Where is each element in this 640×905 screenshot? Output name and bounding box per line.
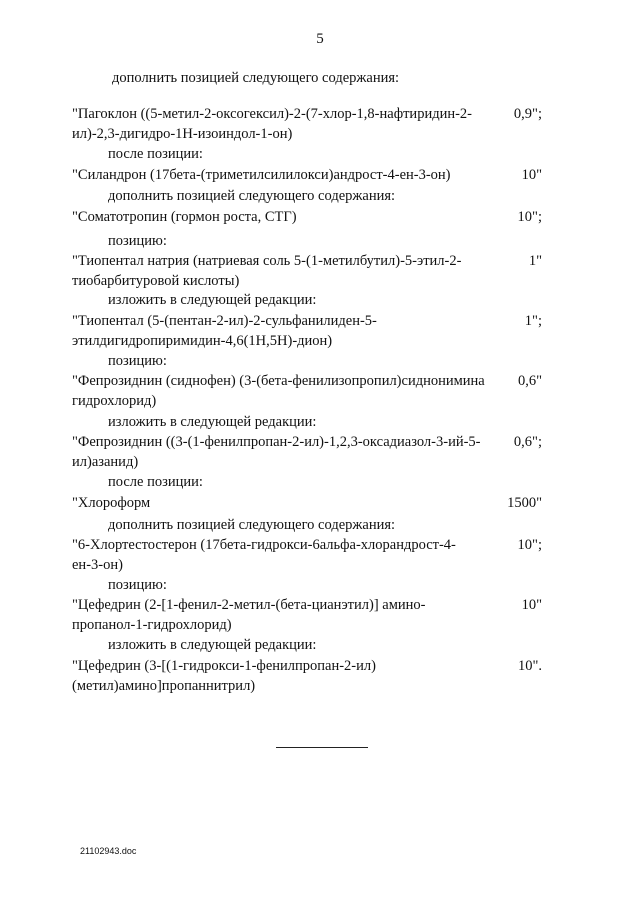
entry-value: 10" [521,167,542,183]
entry-value: 10"; [517,209,542,225]
entry-text: "Цефедрин (3-[(1-гидрокси-1-фенилпропан-2-ил)(метил)амино]пропаннитрил) [72,658,376,694]
entry-text: "Соматотропин (гормон роста, СТГ) [72,209,297,225]
instruction-position: позицию: [108,577,167,593]
entry-text: "6-Хлортестостерон (17бета-гидрокси-6альфа-хлорандрост-4-ен-3-он) [72,537,456,573]
instruction-add-position: дополнить позицией следующего содержания: [112,70,400,86]
list-item [72,656,542,696]
entry-value: 10". [517,658,542,674]
entry-value: 0,6" [517,373,542,389]
list-item [72,311,542,351]
list-item [72,595,542,635]
entry-value: 10" [521,597,542,613]
entry-value: 1"; [524,313,542,329]
instruction-position: позицию: [108,233,167,249]
end-divider [276,747,368,748]
instruction-after-position: после позиции: [108,146,203,162]
instruction-edit: изложить в следующей редакции: [108,637,317,653]
instruction-after-position: после позиции: [108,474,203,490]
entry-text: "Тиопентал натрия (натриевая соль 5-(1-метилбутил)-5-этил-2-тиобарбитуровой кислоты) [72,253,462,289]
instruction-position: позицию: [108,353,167,369]
page-number: 5 [316,31,324,47]
entry-value: 1500" [507,495,542,511]
entry-value: 0,9"; [513,106,542,122]
entry-text: "Цефедрин (2-[1-фенил-2-метил-(бета-цианэтил)] амино-пропанол-1-гидрохлорид) [72,597,426,633]
list-item [72,165,542,185]
list-item [72,493,542,513]
list-item [72,432,542,472]
entry-text: "Тиопентал (5-(пентан-2-ил)-2-сульфанилиден-5-этилдигидропиримидин-4,6(1Н,5Н)-дион) [72,313,377,349]
entry-text: "Хлороформ [72,495,151,511]
instruction-edit: изложить в следующей редакции: [108,292,317,308]
entry-text: "Пагоклон ((5-метил-2-оксогексил)-2-(7-хлор-1,8-нафтиридин-2-ил)-2,3-дигидро-1Н-изоиндол-1-он) [72,106,473,142]
entry-text: "Фепрозиднин (сиднофен) (3-(бета-фенилизопропил)сиднонимина гидрохлорид) [72,373,485,409]
entry-value: 1" [528,253,542,269]
list-item [72,251,542,291]
list-item [72,104,542,144]
entry-value: 0,6"; [513,434,542,450]
instruction-add-position: дополнить позицией следующего содержания: [108,517,396,533]
instruction-add-position: дополнить позицией следующего содержания: [108,188,396,204]
entry-value: 10"; [517,537,542,553]
entry-text: "Фепрозиднин ((3-(1-фенилпропан-2-ил)-1,2,3-оксадиазол-3-ий-5-ил)азанид) [72,434,481,470]
instruction-edit: изложить в следующей редакции: [108,414,317,430]
list-item [72,535,542,575]
list-item [72,371,542,411]
document-filename: 21102943.doc [80,846,137,856]
list-item [72,207,542,227]
entry-text: "Силандрон (17бета-(триметилсилилокси)андрост-4-ен-3-он) [72,167,451,183]
